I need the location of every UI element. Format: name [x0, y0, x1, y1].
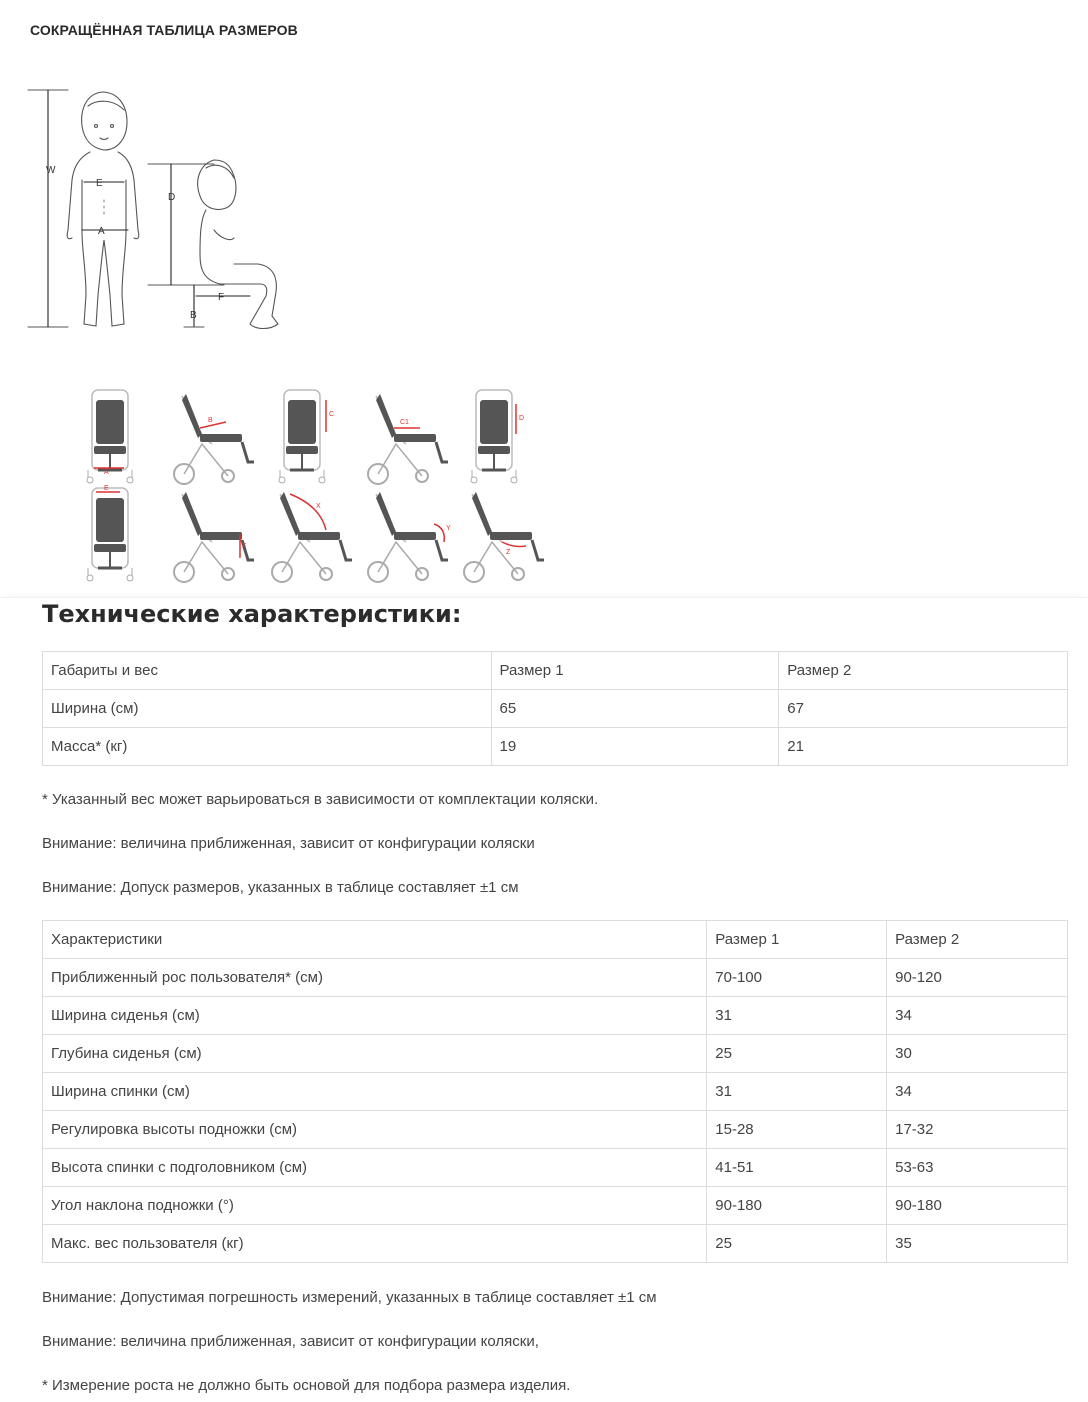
table-row: [43, 959, 1068, 997]
table-cell: 25: [707, 1225, 887, 1263]
table-cell: 30: [887, 1035, 1068, 1073]
label-e: E: [96, 178, 103, 189]
table-cell: 19: [491, 728, 779, 766]
table-cell: Габариты и вес: [43, 652, 492, 690]
chair-measurement-figure: [70, 378, 550, 584]
table-cell: 34: [887, 997, 1068, 1035]
table-cell: 34: [887, 1073, 1068, 1111]
table-cell: 31: [707, 997, 887, 1035]
chair-label-z: Z: [506, 549, 511, 556]
table-cell: Масса* (кг): [43, 728, 492, 766]
table-cell: Глубина сиденья (см): [43, 1035, 707, 1073]
table-cell: 70-100: [707, 959, 887, 997]
table-cell: Угол наклона подножки (°): [43, 1187, 707, 1225]
table-row: [43, 690, 1068, 728]
table-cell: 17-32: [887, 1111, 1068, 1149]
table-cell: 53-63: [887, 1149, 1068, 1187]
chair-label-f: F: [242, 543, 247, 550]
table-cell: 90-180: [707, 1187, 887, 1225]
table-row: [43, 728, 1068, 766]
size-chart-heading: СОКРАЩЁННАЯ ТАБЛИЦА РАЗМЕРОВ: [30, 22, 298, 38]
table-cell: Ширина сиденья (см): [43, 997, 707, 1035]
table-cell: Ширина спинки (см): [43, 1073, 707, 1111]
measurement-error-note: Внимание: Допустимая погрешность измерений, указанных в таблице составляет ±1 см: [42, 1289, 657, 1306]
table-cell: 35: [887, 1225, 1068, 1263]
table-cell: Ширина (см): [43, 690, 492, 728]
table-row: [43, 1073, 1068, 1111]
label-d: D: [168, 192, 176, 203]
table-cell: Высота спинки с подголовником (см): [43, 1149, 707, 1187]
label-f: F: [218, 292, 225, 303]
height-disclaimer-note: * Измерение роста не должно быть основой для подбора размера изделия.: [42, 1377, 571, 1394]
approx-note: Внимание: величина приближенная, зависит от конфигурации коляски: [42, 835, 535, 852]
table-cell: 25: [707, 1035, 887, 1073]
characteristics-table: [42, 920, 1068, 1263]
chair-label-e: E: [104, 485, 109, 492]
table-cell: Размер 1: [707, 921, 887, 959]
table-cell: 67: [779, 690, 1068, 728]
table-row: [43, 997, 1068, 1035]
chair-label-x: X: [316, 503, 321, 510]
table-row: [43, 1187, 1068, 1225]
dimensions-table: [42, 651, 1068, 766]
table-cell: Размер 1: [491, 652, 779, 690]
table-cell: Характеристики: [43, 921, 707, 959]
label-a: A: [98, 226, 105, 237]
table-cell: 21: [779, 728, 1068, 766]
label-b: B: [190, 310, 197, 321]
table-row: [43, 1149, 1068, 1187]
table-cell: Размер 2: [779, 652, 1068, 690]
table-cell: Макс. вес пользователя (кг): [43, 1225, 707, 1263]
table-cell: Размер 2: [887, 921, 1068, 959]
weight-note: * Указанный вес может варьироваться в зависимости от комплектации коляски.: [42, 791, 599, 808]
chair-label-d: D: [519, 415, 525, 422]
table-row: [43, 1225, 1068, 1263]
chair-label-y: Y: [446, 525, 451, 532]
table-cell: 65: [491, 690, 779, 728]
chair-label-c: C: [329, 411, 335, 418]
chair-label-a: A: [104, 469, 109, 476]
chair-label-c1: C1: [400, 419, 409, 426]
table-cell: 15-28: [707, 1111, 887, 1149]
table-cell: 41-51: [707, 1149, 887, 1187]
table-header-row: [43, 652, 1068, 690]
table-cell: 90-120: [887, 959, 1068, 997]
table-cell: Регулировка высоты подножки (см): [43, 1111, 707, 1149]
technical-specs-section: [0, 597, 1088, 1402]
table-row: [43, 1035, 1068, 1073]
table-header-row: [43, 921, 1068, 959]
table-cell: Приближенный рос пользователя* (см): [43, 959, 707, 997]
label-w: W: [46, 165, 56, 176]
tech-title: Технические характеристики:: [42, 600, 462, 628]
table-cell: 90-180: [887, 1187, 1068, 1225]
table-cell: 31: [707, 1073, 887, 1111]
child-measurement-figure: [24, 80, 294, 340]
approx-config-note: Внимание: величина приближенная, зависит от конфигурации коляски,: [42, 1333, 539, 1350]
table-row: [43, 1111, 1068, 1149]
chair-label-b: B: [208, 417, 213, 424]
tolerance-note: Внимание: Допуск размеров, указанных в таблице составляет ±1 см: [42, 879, 519, 896]
